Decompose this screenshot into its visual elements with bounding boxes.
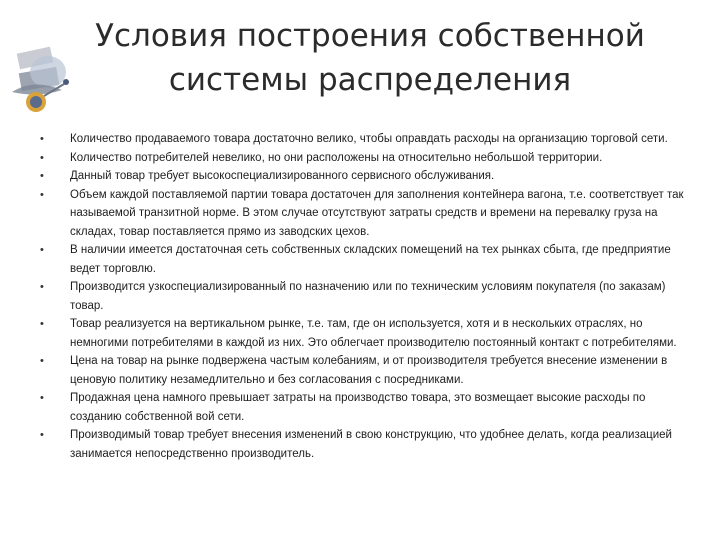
bullet-item (40, 149, 690, 168)
bullet-dot: • (40, 355, 44, 367)
bullet-dot: • (40, 392, 44, 404)
bullet-text: Объем каждой поставляемой партии товара достаточен для заполнения контейнера вагона, т.е. соответствует так называемой транзитной норме. В этом случае отсутствуют затраты средств и времени на перевалку груза на складах, товар поставляется прямо из заводских цехов. (70, 188, 684, 238)
slide-title-line-2: системы распределения (168, 62, 572, 98)
bullet-dot: • (40, 281, 44, 293)
slide-title-line-1: Условия построения собственной (95, 18, 645, 54)
bullet-item (40, 186, 690, 242)
bullet-dot: • (40, 188, 44, 201)
bullet-item (40, 167, 690, 186)
bullet-dot: • (40, 170, 44, 182)
bullet-item (40, 352, 690, 389)
bullet-dot: • (40, 151, 44, 164)
bullet-text: Продажная цена намного превышает затраты на производство товара, это возмещает высокие расходы по созданию собственной вой сети. (70, 392, 646, 423)
bullet-text: Количество потребителей невелико, но они расположены на относительно небольшой территории. (70, 151, 603, 164)
bullet-text: Цена на товар на рынке подвержена частым колебаниям, и от производителя требуется внесение изменении в ценовую политику незамедлительно и без согласования с посредниками. (70, 355, 668, 386)
bullet-list (40, 130, 690, 463)
bullet-text: Товар реализуется на вертикальном рынке, т.е. там, где он используется, хотя и в нескольких отраслях, но немногими потребителями в каждой из них. Это облегчает производителю постоянный контакт с потребителями. (70, 318, 677, 349)
bullet-text: В наличии имеется достаточная сеть собственных складских помещений на тех рынках сбыта, где предприятие ведет торговлю. (70, 244, 671, 275)
bullet-item (40, 315, 690, 352)
slide-title (40, 14, 700, 102)
bullet-item (40, 241, 690, 278)
bullet-text: Количество продаваемого товара достаточно велико, чтобы оправдать расходы на организацию торговой сети. (70, 133, 668, 145)
bullet-dot: • (40, 429, 44, 441)
bullet-dot: • (40, 244, 44, 256)
bullet-item (40, 426, 690, 463)
bullet-item (40, 389, 690, 426)
bullet-text: Производится узкоспециализированный по назначению или по техническим условиям покупателя (по заказам) товар. (70, 281, 666, 312)
bullet-text: Производимый товар требует внесения изменений в свою конструкцию, что удобнее делать, когда реализацией занимается непосредственно производитель. (70, 429, 672, 460)
bullet-dot: • (40, 318, 44, 330)
bullet-item (40, 130, 690, 149)
bullet-item (40, 278, 690, 315)
bullet-dot: • (40, 133, 44, 145)
bullet-text: Данный товар требует высокоспециализированного сервисного обслуживания. (70, 170, 495, 182)
